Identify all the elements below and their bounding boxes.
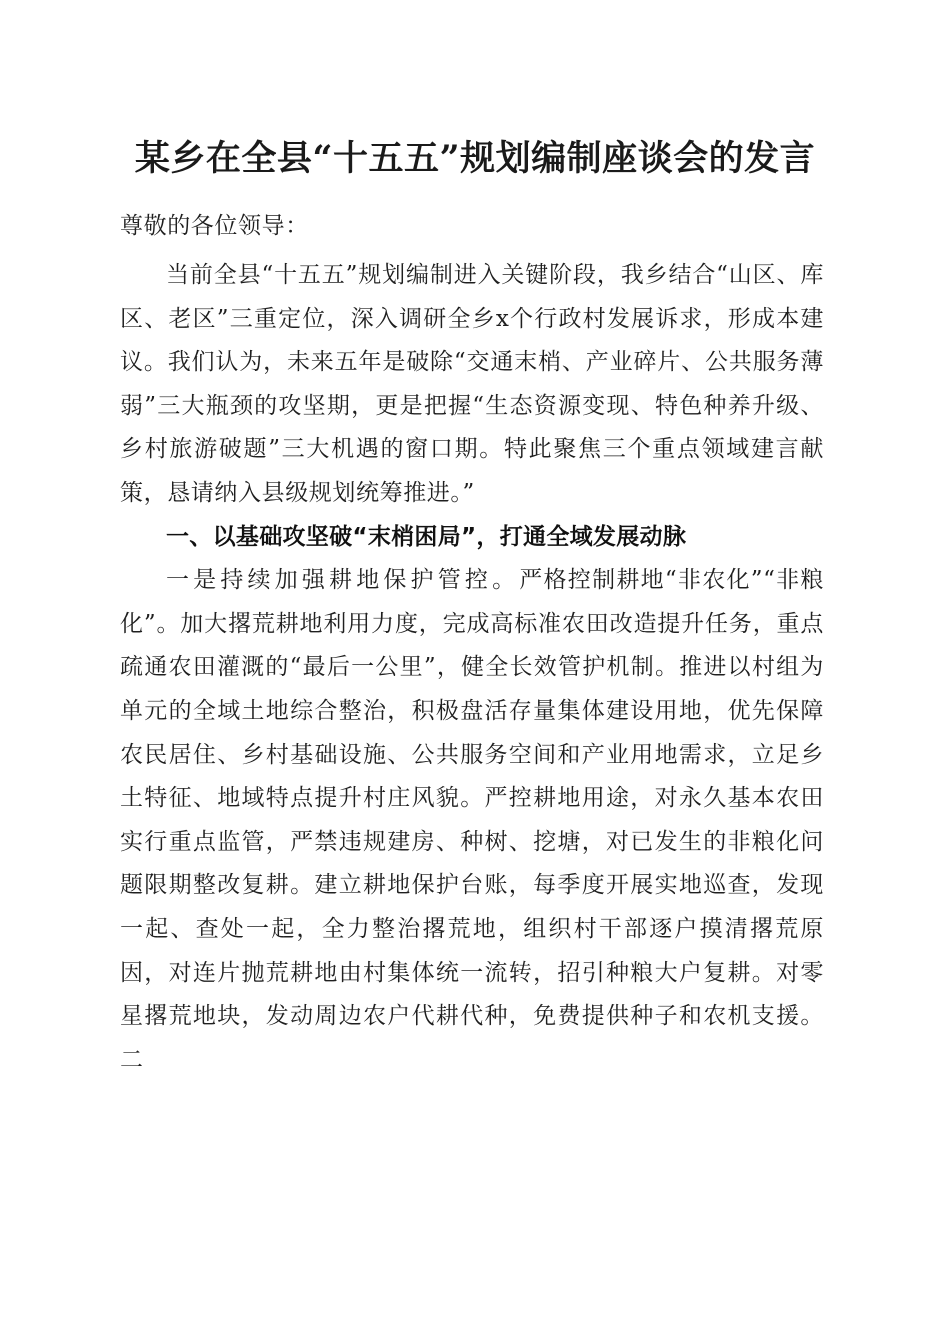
document-title: 某乡在全县“十五五”规划编制座谈会的发言 xyxy=(134,138,816,179)
section-1-paragraph xyxy=(120,559,824,1082)
intro-paragraph: 当前全县“十五五”规划编制进入关键阶段，我乡结合“山区、库区、老区”三重定位，深入调研全乡x个行政村发展诉求，形成本建议。我们认为，未来五年是破除“交通末梢、产业碎片、公共服务薄弱”三大瓶颈的攻坚期，更是把握“生态资源变现、特色种养升级、乡村旅游破题”三大机遇的窗口期。特此聚焦三个重点领域建言献策，恳请纳入县级规划统筹推进。” xyxy=(120,262,824,506)
section-heading-1: 一、以基础攻坚破“末梢困局”，打通全域发展动脉 xyxy=(166,523,687,550)
section-1-paragraph-text: 严格控制耕地“非农化”“非粮化”。加大撂荒耕地利用力度，完成高标准农田改造提升任务，重点疏通农田灌溉的“最后一公里”，健全长效管护机制。推进以村组为单元的全域土地综合整治，积极盘活存量集体建设用地，优先保障农民居住、乡村基础设施、公共服务空间和产业用地需求，立足乡土特征、地域特点提升村庄风貌。严控耕地用途，对永久基本农田实行重点监管，严禁违规建房、种树、挖塘，对已发生的非粮化问题限期整改复耕。建立耕地保护台账，每季度开展实地巡查，发现一起、查处一起，全力整治撂荒地，组织村干部逐户摸清撂荒原因，对连片抛荒耕地由村集体统一流转，招引种粮大户复耕。对零星撂荒地块，发动周边农户代耕代种，免费提供种子和农机支援。二 xyxy=(120,567,824,1073)
salutation: 尊敬的各位领导： xyxy=(120,213,309,239)
document-body xyxy=(120,206,824,1082)
section-1-lead-label: 一是持续加强耕地保护管控。 xyxy=(166,567,520,594)
